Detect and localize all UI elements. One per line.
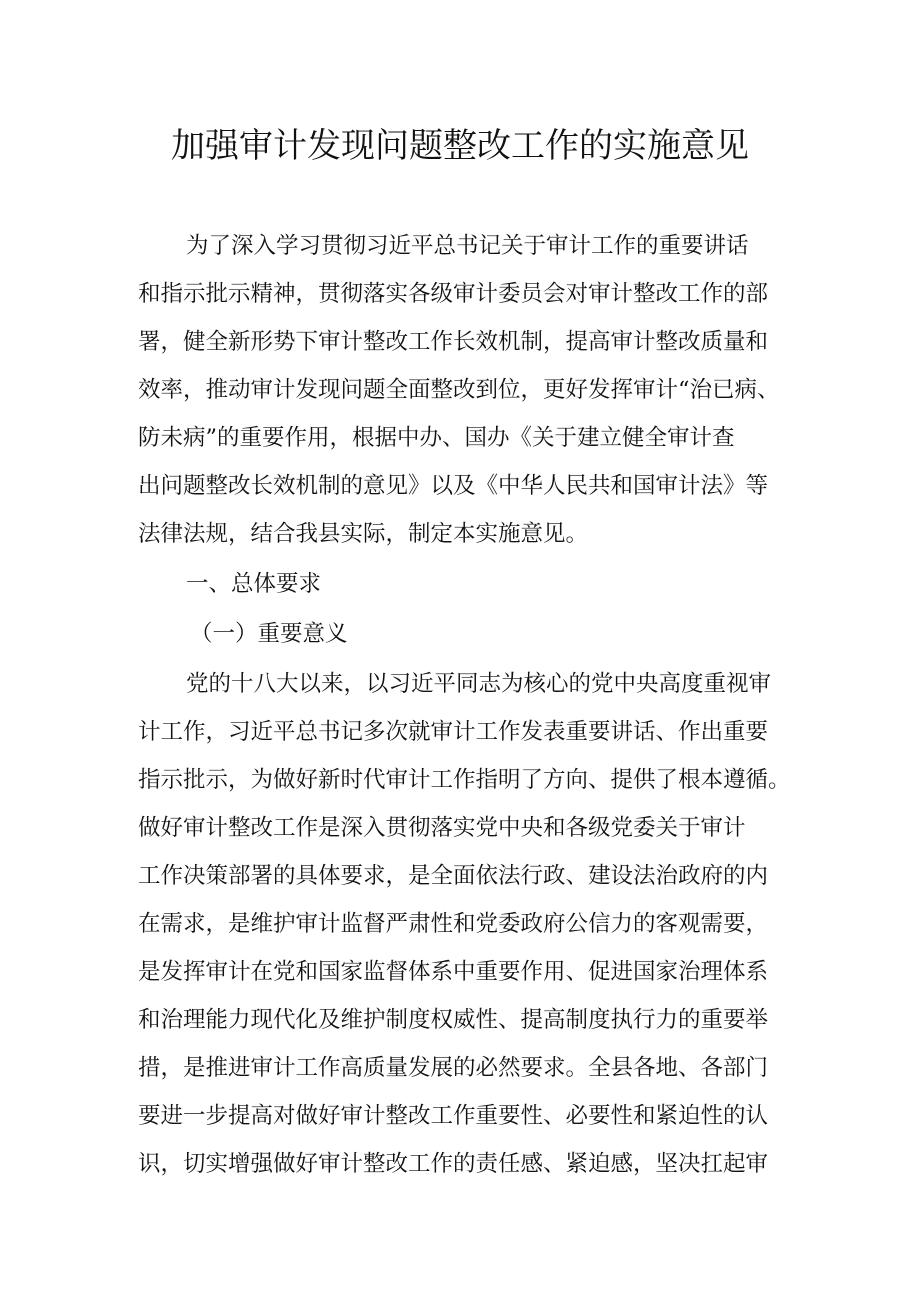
- significance-line-2: 计工作，习近平总书记多次就审计工作发表重要讲话、作出重要: [138, 719, 769, 745]
- significance-line-5: 工作决策部署的具体要求，是全面依法行政、建设法治政府的内: [138, 863, 769, 889]
- significance-line-3: 指示批示，为做好新时代审计工作指明了方向、提供了根本遵循。: [138, 767, 791, 793]
- section-heading: 一、总体要求: [186, 571, 322, 597]
- significance-line-11: 识，切实增强做好审计整改工作的责任感、紧迫感，坚决扛起审: [138, 1151, 769, 1177]
- intro-line-7: 法律法规，结合我县实际，制定本实施意见。: [138, 521, 589, 547]
- intro-line-3: 署，健全新形势下审计整改工作长效机制，提高审计整改质量和: [138, 329, 769, 355]
- significance-line-8: 和治理能力现代化及维护制度权威性、提高制度执行力的重要举: [138, 1007, 769, 1033]
- intro-line-2: 和指示批示精神，贯彻落实各级审计委员会对审计整改工作的部: [138, 281, 769, 307]
- significance-line-4: 做好审计整改工作是深入贯彻落实党中央和各级党委关于审计: [138, 815, 746, 841]
- intro-line-4: 效率，推动审计发现问题全面整改到位，更好发挥审计“治已病、: [138, 377, 780, 403]
- subsection-heading: （一）重要意义: [190, 621, 348, 647]
- intro-line-6: 出问题整改长效机制的意见》以及《中华人民共和国审计法》等: [138, 473, 769, 499]
- significance-line-10: 要进一步提高对做好审计整改工作重要性、必要性和紧迫性的认: [138, 1103, 769, 1129]
- significance-line-7: 是发挥审计在党和国家监督体系中重要作用、促进国家治理体系: [138, 959, 769, 985]
- document-title: 加强审计发现问题整改工作的实施意见: [171, 126, 749, 166]
- significance-line-6: 在需求，是维护审计监督严肃性和党委政府公信力的客观需要，: [138, 911, 769, 937]
- intro-line-1: 为了深入学习贯彻习近平总书记关于审计工作的重要讲话: [186, 233, 749, 259]
- significance-line-1: 党的十八大以来，以习近平同志为核心的党中央高度重视审: [186, 671, 772, 697]
- intro-line-5: 防未病”的重要作用，根据中办、国办《关于建立健全审计查: [138, 425, 735, 451]
- significance-line-9: 措，是推进审计工作高质量发展的必然要求。全县各地、各部门: [138, 1055, 769, 1081]
